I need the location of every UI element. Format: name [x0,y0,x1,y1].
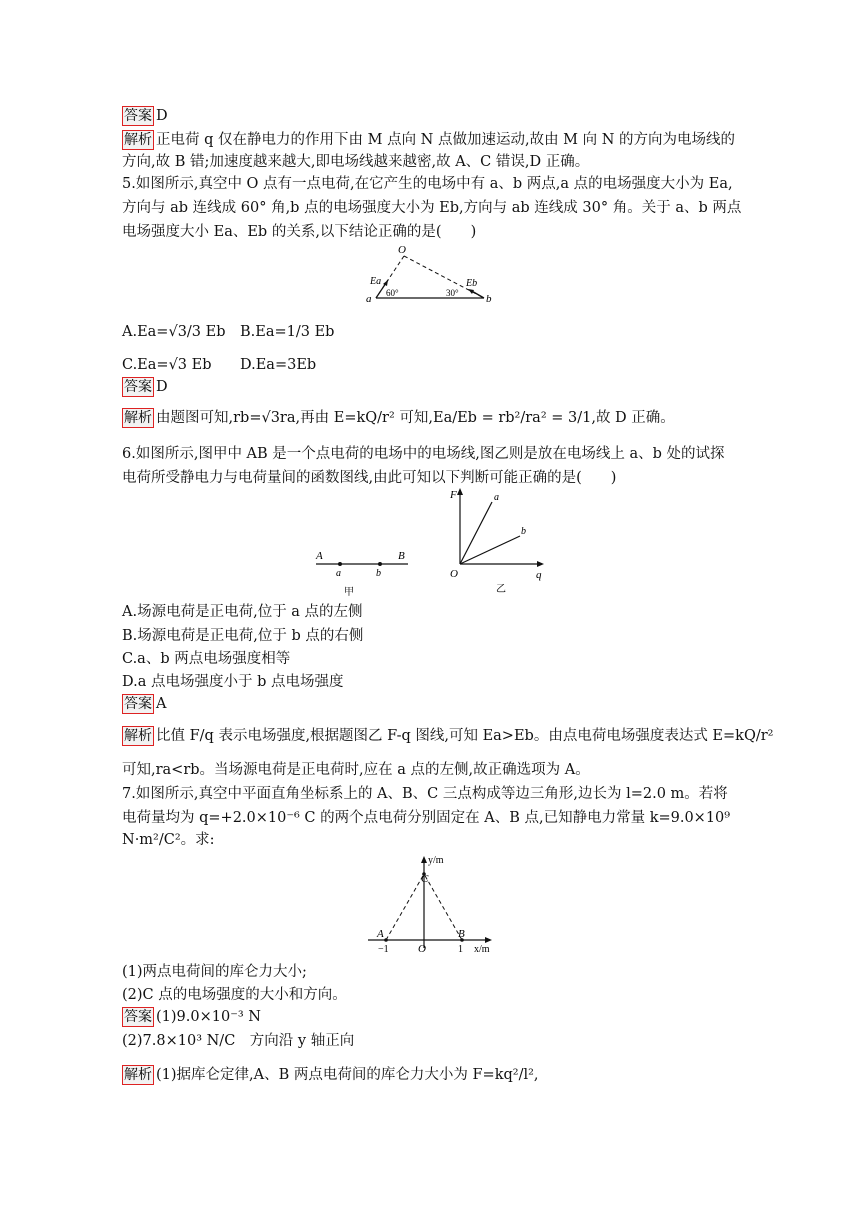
q6-option-b: B.场源电荷是正电荷,位于 b 点的右侧 [122,628,364,644]
q6-analysis-text1: 比值 F/q 表示电场强度,根据题图乙 F-q 图线,可知 Ea>Eb。由点电荷电场强度表达式 E=kQ/r² [156,728,774,744]
q6-analysis-line1 [122,726,773,746]
q4-analysis-line1 [122,130,735,150]
q7-sub1: (1)两点电荷间的库仑力大小; [122,964,307,980]
q5-fig-angle-b: 30° [446,288,459,298]
q7-fig-y: y/m [428,855,444,866]
q5-fig-angle-a: 60° [386,288,399,298]
q6-stem-line1: 6.如图所示,图甲中 AB 是一个点电荷的电场中的电场线,图乙则是放在电场线上 a、b 处的试探 [122,446,725,462]
q6-figure-yi [446,486,550,598]
q6-jia-B: B [398,550,405,562]
q7-answer-line2: (2)7.8×10³ N/C 方向沿 y 轴正向 [122,1033,355,1049]
q6-yi-F: F [450,489,457,501]
q7-stem-line2: 电荷量均为 q=+2.0×10⁻⁶ C 的两个点电荷分别固定在 A、B 点,已知静电力常量 k=9.0×10⁹ [122,810,731,826]
q5-option-a: A.Ea=√3/3 Eb [122,324,226,340]
q5-stem-line2: 方向与 ab 连线成 60° 角,b 点的电场强度大小为 Eb,方向与 ab 连线成 30° 角。关于 a、b 两点 [122,200,742,216]
analysis-tag: 解析 [124,410,152,426]
q7-fig-x: x/m [474,944,490,955]
q4-answer: D [156,108,168,124]
analysis-tag: 解析 [124,728,152,744]
q6-jia-a: a [336,568,341,579]
q5-fig-Eb: Eb [466,278,478,289]
q5-option-d: D.Ea=3Eb [240,357,317,373]
q6-yi-b: b [521,526,526,537]
q5-fig-a: a [366,293,372,305]
analysis-tag: 解析 [124,1067,152,1083]
q6-figure-jia [312,546,412,600]
q6-option-c: C.a、b 两点电场强度相等 [122,651,291,667]
q7-sub2: (2)C 点的电场强度的大小和方向。 [122,987,347,1003]
q4-answer-line [122,106,168,126]
analysis-tag: 解析 [124,132,152,148]
q7-analysis-line [122,1065,539,1085]
q7-answer1: (1)9.0×10⁻³ N [156,1009,261,1025]
q7-fig-minus1: −1 [378,944,389,955]
q7-fig-plus1: 1 [458,944,463,955]
q7-stem-line3: N·m²/C²。求: [122,832,215,848]
q7-fig-C: C [421,873,429,885]
q6-yi-caption: 乙 [496,584,506,595]
q6-option-a: A.场源电荷是正电荷,位于 a 点的左侧 [122,604,363,620]
q5-option-b: B.Ea=1/3 Eb [240,324,335,340]
q7-stem-line1: 7.如图所示,真空中平面直角坐标系上的 A、B、C 三点构成等边三角形,边长为 l=2.0 m。若将 [122,786,728,802]
q5-answer-line [122,377,168,397]
q6-yi-q: q [536,569,542,581]
q5-stem-line1: 5.如图所示,真空中 O 点有一点电荷,在它产生的电场中有 a、b 两点,a 点的电场强度大小为 Ea, [122,176,733,192]
q7-fig-B: B [458,928,465,940]
q5-stem-line3: 电场强度大小 Ea、Eb 的关系,以下结论正确的是( ) [122,224,477,240]
answer-tag: 答案 [124,108,152,124]
q6-answer: A [156,696,167,712]
q5-figure [360,240,510,306]
q4-analysis-text1: 正电荷 q 仅在静电力的作用下由 M 点向 N 点做加速运动,故由 M 向 N 的方向为电场线的 [156,132,736,148]
q6-jia-A: A [316,550,323,562]
q7-answer-line1 [122,1007,261,1027]
q5-fig-b: b [486,293,492,305]
q7-fig-O: O [418,943,426,955]
answer-tag: 答案 [124,1009,152,1025]
q5-option-c: C.Ea=√3 Eb [122,357,212,373]
q7-fig-A: A [377,928,384,940]
q5-fig-Ea: Ea [370,276,382,287]
q7-analysis-text: (1)据库仑定律,A、B 两点电荷间的库仑力大小为 F=kq²/l², [156,1067,539,1083]
q6-answer-line [122,694,166,714]
q4-analysis-line2: 方向,故 B 错;加速度越来越大,即电场线越来越密,故 A、C 错误,D 正确。 [122,154,590,170]
answer-tag: 答案 [124,379,152,395]
q6-jia-caption: 甲 [344,587,354,598]
q7-figure [364,852,500,956]
q6-option-d: D.a 点电场强度小于 b 点电场强度 [122,674,344,690]
q6-analysis-line2: 可知,ra<rb。当场源电荷是正电荷时,应在 a 点的左侧,故正确选项为 A。 [122,762,590,778]
q5-analysis-text: 由题图可知,rb=√3ra,再由 E=kQ/r² 可知,Ea/Eb = rb²/ra² = 3/1,故 D 正确。 [156,410,675,426]
q5-analysis-line [122,408,675,428]
answer-tag: 答案 [124,696,152,712]
q6-jia-b: b [376,568,381,579]
q6-yi-a: a [494,492,499,503]
q6-yi-O: O [450,568,458,580]
q6-stem-line2: 电荷所受静电力与电荷量间的函数图线,由此可知以下判断可能正确的是( ) [122,470,617,486]
q5-fig-O: O [398,244,406,256]
q5-answer: D [156,379,168,395]
